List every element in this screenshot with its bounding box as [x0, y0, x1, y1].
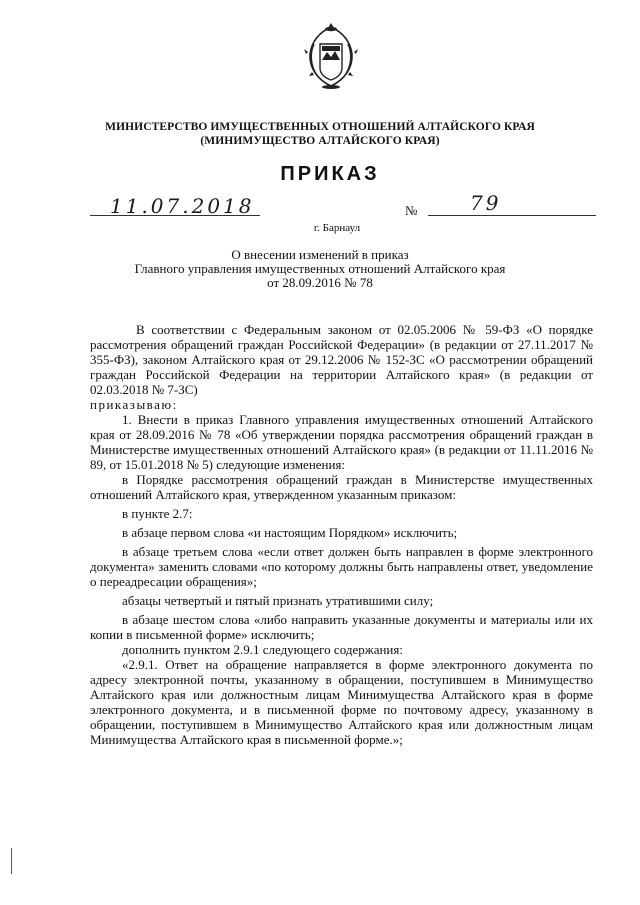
number-label: №: [405, 203, 418, 218]
paragraph-clause-2-7: в пункте 2.7:: [122, 506, 193, 521]
document-type-title: ПРИКАЗ: [280, 163, 380, 185]
paragraph-item-1: 1. Внести в приказ Главного управления имущественных отношений Алтайского края от 28.09.2016 № 78 «Об утверждении порядка рассмотрения обращений граждан в Министерстве имущественных отношений Алтайского края» (в редакции от 11.11.2016 № 89, от 15.01.2018 № 5) следующие изменения:: [90, 412, 593, 472]
city-name: г. Барнаул: [313, 222, 361, 234]
paragraph-add-clause: дополнить пунктом 2.9.1 следующего содержания:: [122, 642, 403, 657]
handwritten-number: 79: [470, 191, 502, 215]
coat-of-arms-icon: [300, 22, 362, 92]
ministry-name: МИНИСТЕРСТВО ИМУЩЕСТВЕННЫХ ОТНОШЕНИЙ АЛТАЙСКОГО КРАЯ: [105, 121, 535, 133]
handwritten-date: 11.07.2018: [110, 194, 255, 218]
paragraph-preamble: В соответствии с Федеральным законом от 02.05.2006 № 59-ФЗ «О порядке рассмотрения обращений граждан Российской Федерации» (в редакции от 27.11.2017 № 355-ФЗ), законом Алтайского края от 29.12.2006 № 152-ЗС «О рассмотрении обращений граждан Российской Федерации на территории Алтайского края» (в редакции от 02.03.2018 № 7-ЗС): [90, 322, 593, 397]
paragraph-procedure: в Порядке рассмотрения обращений граждан в Министерстве имущественных отношений Алтайского края, утвержденном указанным приказом:: [90, 472, 593, 502]
paragraph-clause-2-9-1: «2.9.1. Ответ на обращение направляется в форме электронного документа по адресу электронной почты, указанному в обращении, поступившем в Минимущество Алтайского края или должностным лицам Минимущества Алтайского края в форме электронного документа, и в письменной форме по почтовому адресу, указанному в обращении, поступившем в Минимущество Алтайского края или должностным лицам Минимущества Алтайского края в письменной форме.»;: [90, 657, 593, 747]
margin-mark: [11, 848, 13, 874]
paragraph-sixth-abzac: в абзаце шестом слова «либо направить указанные документы и материалы или их копии в письменной форме» исключить;: [90, 612, 593, 642]
subject-line: от 28.09.2016 № 78: [267, 275, 373, 290]
document-subject: [0, 248, 640, 290]
paragraph-first-abzac: в абзаце первом слова «и настоящим Порядком» исключить;: [122, 525, 458, 540]
number-underline: [428, 215, 596, 216]
paragraph-fourth-fifth: абзацы четвертый и пятый признать утратившими силу;: [122, 593, 434, 608]
paragraph-order-word: приказываю:: [90, 397, 178, 412]
ministry-short-name: (МИНИМУЩЕСТВО АЛТАЙСКОГО КРАЯ): [200, 135, 440, 147]
paragraph-third-abzac: в абзаце третьем слова «если ответ должен быть направлен в форме электронного документа» заменить словами «по которому должны быть направлены ответ, уведомление о переадресации обращения»;: [90, 544, 593, 589]
subject-line: О внесении изменений в приказ: [231, 247, 409, 262]
subject-line: Главного управления имущественных отношений Алтайского края: [134, 261, 506, 276]
document-body: [90, 322, 593, 747]
